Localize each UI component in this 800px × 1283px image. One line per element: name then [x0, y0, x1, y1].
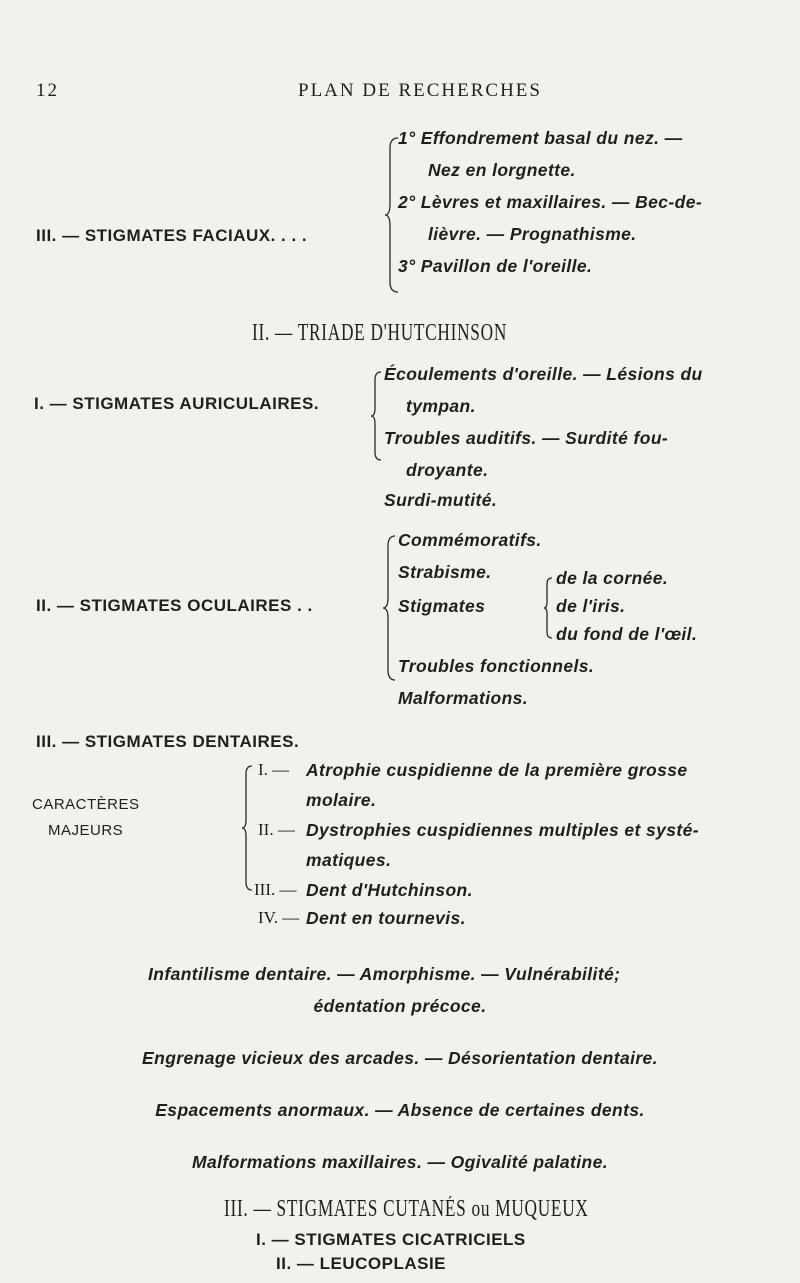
ocular-item-strabisme: Strabisme.: [398, 562, 492, 582]
dental-item-3: Dent d'Hutchinson.: [306, 880, 473, 900]
auricular-item-2: Troubles auditifs. — Surdité fou-: [384, 428, 669, 448]
ocular-item-malformations: Malformations.: [398, 688, 529, 708]
ocular-stigmates-label: Stigmates: [398, 596, 486, 616]
dental-item-2-cont: matiques.: [306, 850, 392, 870]
triade-heading: II. — TRIADE D'HUTCHINSON: [252, 320, 508, 346]
ocular-item-commemoratifs: Commémoratifs.: [398, 530, 542, 550]
facial-item-1: 1° Effondrement basal du nez. —: [398, 128, 683, 148]
facial-item-1-cont: Nez en lorgnette.: [428, 160, 576, 180]
dental-stigmata-label: III. — STIGMATES DENTAIRES.: [36, 732, 300, 751]
auricular-item-2-cont: droyante.: [406, 460, 489, 480]
cutanes-item-2: II. — LEUCOPLASIE: [276, 1254, 447, 1273]
dental-item-1: Atrophie cuspidienne de la première grosse: [306, 760, 688, 780]
dental-item-3-num: III. —: [254, 880, 297, 899]
cutanes-heading: III. — STIGMATES CUTANÉS ou MUQUEUX: [224, 1196, 589, 1222]
ocular-sub-cornee: de la cornée.: [556, 568, 669, 588]
ocular-brace: [381, 534, 399, 684]
auricular-brace: [369, 370, 385, 462]
facial-item-3: 3° Pavillon de l'oreille.: [398, 256, 593, 276]
ocular-sub-iris: de l'iris.: [556, 596, 626, 616]
dental-item-2-num: II. —: [258, 820, 295, 839]
dental-para-1-cont: édentation précoce.: [313, 996, 487, 1016]
facial-stigmata-label: III. — STIGMATES FACIAUX. . . .: [36, 226, 308, 245]
dental-para-4: Malformations maxillaires. — Ogivalité palatine.: [192, 1152, 608, 1172]
ocular-item-troubles: Troubles fonctionnels.: [398, 656, 595, 676]
majeurs-label: MAJEURS: [48, 822, 124, 839]
auricular-item-3: Surdi-mutité.: [384, 490, 498, 510]
dental-item-2: Dystrophies cuspidiennes multiples et systé-: [306, 820, 699, 840]
dental-para-2: Engrenage vicieux des arcades. — Désorientation dentaire.: [142, 1048, 658, 1068]
auricular-item-1-cont: tympan.: [406, 396, 476, 416]
ocular-sub-brace: [542, 576, 554, 640]
ocular-sub-fond-oeil: du fond de l'œil.: [556, 624, 698, 644]
dental-item-1-num: I. —: [258, 760, 290, 779]
facial-item-2-cont: lièvre. — Prognathisme.: [428, 224, 637, 244]
ocular-stigmata-label: II. — STIGMATES OCULAIRES . .: [36, 596, 313, 615]
auricular-stigmata-label: I. — STIGMATES AURICULAIRES.: [34, 394, 320, 413]
cutanes-item-1: I. — STIGMATES CICATRICIELS: [256, 1230, 526, 1249]
dental-para-3: Espacements anormaux. — Absence de certaines dents.: [155, 1100, 645, 1120]
page-number: 12: [36, 80, 59, 101]
dental-item-4: Dent en tournevis.: [306, 908, 466, 928]
auricular-item-1: Écoulements d'oreille. — Lésions du: [384, 364, 703, 384]
running-title: PLAN DE RECHERCHES: [298, 80, 542, 101]
dental-para-1: Infantilisme dentaire. — Amorphisme. — Vulnérabilité;: [148, 964, 621, 984]
dental-item-4-num: IV. —: [258, 908, 300, 927]
caracteres-label: CARACTÈRES: [32, 796, 140, 813]
facial-item-2: 2° Lèvres et maxillaires. — Bec-de-: [398, 192, 703, 212]
dental-brace: [240, 764, 254, 892]
dental-item-1-cont: molaire.: [306, 790, 377, 810]
